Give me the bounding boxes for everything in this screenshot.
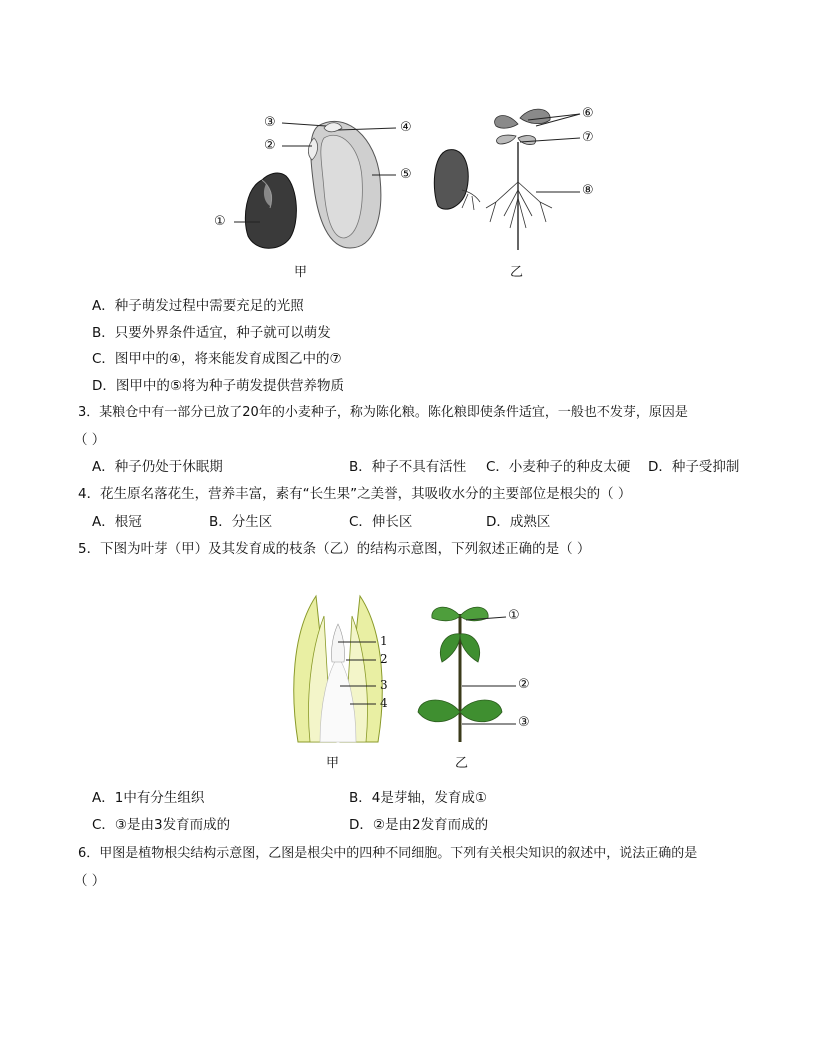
figure-label-jia: 甲 <box>294 265 308 280</box>
q3-option-b: B．种子不具有活性 <box>349 459 467 475</box>
figure-seed-germination <box>200 98 620 283</box>
bean-seed-illustration <box>245 173 296 248</box>
q2-option-c: C．图甲中的④，将来能发育成图乙中的⑦ <box>92 351 342 367</box>
q4-option-a: A．根冠 <box>92 514 142 530</box>
germinating-seed-illustration <box>434 150 480 210</box>
q6-stem-bracket: （ ） <box>74 873 106 889</box>
q5-option-b: B．4是芽轴，发育成① <box>349 790 487 806</box>
q3-stem: 3．某粮仓中有一部分已放了20年的小麦种子，称为陈化粮。陈化粮即使条件适宜，一般也不发芽，原因是 <box>78 405 688 420</box>
q2-option-a: A．种子萌发过程中需要充足的光照 <box>92 298 304 314</box>
branch-marker-2: ② <box>518 677 530 692</box>
q4-stem: 4．花生原名落花生，营养丰富，素有“长生果”之美誉，其吸收水分的主要部位是根尖的（ ） <box>78 486 632 502</box>
branch-marker-3: ③ <box>518 715 530 730</box>
q4-option-c: C．伸长区 <box>349 514 413 530</box>
figure-leaf-bud <box>280 592 540 772</box>
seed-section-illustration <box>308 121 380 248</box>
q5-stem: 5．下图为叶芽（甲）及其发育成的枝条（乙）的结构示意图，下列叙述正确的是（ ） <box>78 541 591 557</box>
q3-option-c: C．小麦种子的种皮太硬 <box>486 459 631 475</box>
bud-number-4: 4 <box>380 696 388 710</box>
q2-option-b: B．只要外界条件适宜，种子就可以萌发 <box>92 325 331 341</box>
figure2-label-jia: 甲 <box>326 756 340 771</box>
marker-5: ⑤ <box>400 167 412 182</box>
figure2-label-yi: 乙 <box>455 756 469 771</box>
leaf-bud-illustration <box>294 596 382 742</box>
q4-option-d: D．成熟区 <box>486 514 551 530</box>
q5-option-d: D．②是由2发育而成的 <box>349 817 489 833</box>
bud-number-2: 2 <box>380 652 388 666</box>
q3-stem-bracket: （ ） <box>74 432 106 448</box>
q3-option-a: A．种子仍处于休眠期 <box>92 459 223 475</box>
q5-option-c: C．③是由3发育而成的 <box>92 817 231 833</box>
bud-diagram <box>280 592 540 772</box>
q4-option-b: B．分生区 <box>209 514 273 530</box>
bud-number-3: 3 <box>380 678 388 692</box>
bud-number-1: 1 <box>380 634 388 648</box>
marker-1: ① <box>214 214 226 229</box>
q6-stem: 6．甲图是植物根尖结构示意图，乙图是根尖中的四种不同细胞。下列有关根尖知识的叙述中，说法正确的是 <box>78 846 698 861</box>
q2-option-d: D．图甲中的⑤将为种子萌发提供营养物质 <box>92 378 344 394</box>
marker-6: ⑥ <box>582 106 594 121</box>
figure-label-yi: 乙 <box>510 265 524 280</box>
marker-7: ⑦ <box>582 130 594 145</box>
q5-option-a: A．1中有分生组织 <box>92 790 205 806</box>
marker-2: ② <box>264 138 276 153</box>
branch-illustration <box>418 607 502 742</box>
seedling-illustration <box>486 109 552 250</box>
q3-option-d: D．种子受抑制 <box>648 459 740 475</box>
marker-8: ⑧ <box>582 183 594 198</box>
branch-marker-1: ① <box>508 608 520 623</box>
marker-3: ③ <box>264 115 276 130</box>
marker-4: ④ <box>400 120 412 135</box>
